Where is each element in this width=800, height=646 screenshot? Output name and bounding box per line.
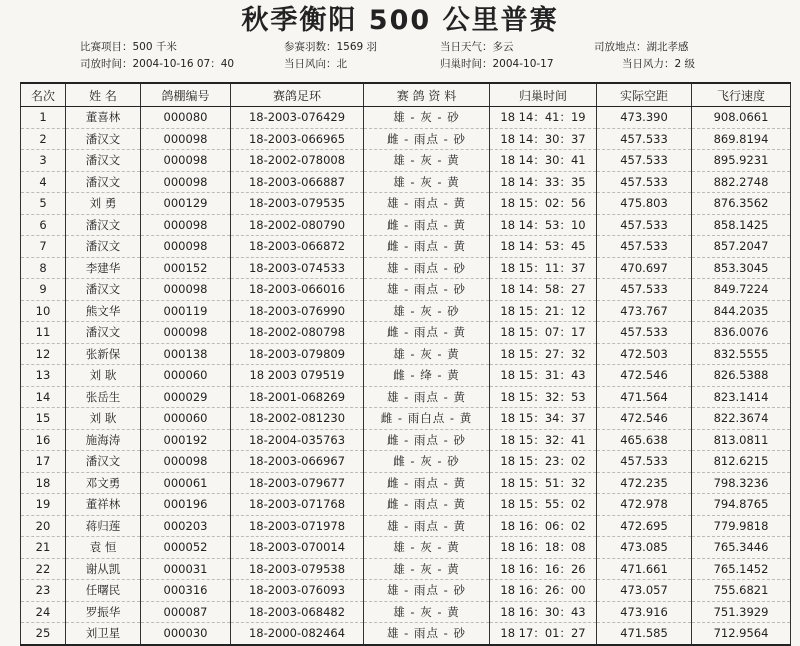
rank-cell: 19 (21, 494, 66, 516)
ring-cell: 18-2003-066872 (231, 236, 364, 258)
header-name: 姓 名 (66, 83, 141, 107)
rank-cell: 21 (21, 537, 66, 559)
distance-cell: 472.978 (597, 494, 692, 516)
return-time-cell: 18 15：11：37 (490, 257, 597, 279)
name-cell: 刘 耿 (66, 365, 141, 387)
distance-cell: 473.767 (597, 300, 692, 322)
name-cell: 李建华 (66, 257, 141, 279)
return-time-cell: 18 14：41：19 (490, 107, 597, 129)
results-table (20, 82, 791, 646)
distance-cell: 472.235 (597, 472, 692, 494)
meta-entries: 参赛羽数：1569 羽 (284, 41, 378, 53)
distance-cell: 470.697 (597, 257, 692, 279)
loft-id-cell: 000316 (141, 580, 231, 602)
name-cell: 潘汉文 (66, 150, 141, 172)
rank-cell: 18 (21, 472, 66, 494)
return-time-cell: 18 15：07：17 (490, 322, 597, 344)
rank-cell: 15 (21, 408, 66, 430)
table-row (21, 623, 791, 645)
table-row (21, 472, 791, 494)
table-row (21, 386, 791, 408)
ring-cell: 18-2002-078008 (231, 150, 364, 172)
loft-id-cell: 000196 (141, 494, 231, 516)
table-row (21, 451, 791, 473)
rank-cell: 24 (21, 601, 66, 623)
distance-cell: 473.057 (597, 580, 692, 602)
rank-cell: 25 (21, 623, 66, 645)
rank-cell: 7 (21, 236, 66, 258)
speed-cell: 895.9231 (692, 150, 791, 172)
distance-cell: 457.533 (597, 236, 692, 258)
rank-cell: 11 (21, 322, 66, 344)
meta-weather: 当日天气：多云 (440, 41, 514, 53)
rank-cell: 10 (21, 300, 66, 322)
pigeon-info-cell: 雄 - 雨点 - 黄 (364, 515, 490, 537)
table-row (21, 300, 791, 322)
table-row (21, 236, 791, 258)
header-pigeon-info: 赛 鸽 资 料 (364, 83, 490, 107)
pigeon-info-cell: 雄 - 灰 - 黄 (364, 171, 490, 193)
pigeon-info-cell: 雄 - 灰 - 砂 (364, 107, 490, 129)
speed-cell: 908.0661 (692, 107, 791, 129)
ring-cell: 18-2000-082464 (231, 623, 364, 645)
meta-wind-direction: 当日风向：北 (284, 58, 347, 70)
ring-cell: 18-2003-076429 (231, 107, 364, 129)
return-time-cell: 18 15：55：02 (490, 494, 597, 516)
name-cell: 袁 恒 (66, 537, 141, 559)
return-time-cell: 18 16：30：43 (490, 601, 597, 623)
rank-cell: 20 (21, 515, 66, 537)
distance-cell: 472.546 (597, 408, 692, 430)
ring-cell: 18-2003-076990 (231, 300, 364, 322)
header-speed: 飞行速度 (692, 83, 791, 107)
pigeon-info-cell: 雄 - 雨点 - 砂 (364, 257, 490, 279)
return-time-cell: 18 15：32：53 (490, 386, 597, 408)
return-time-cell: 18 14：30：41 (490, 150, 597, 172)
pigeon-info-cell: 雌 - 绛 - 黄 (364, 365, 490, 387)
speed-cell: 823.1414 (692, 386, 791, 408)
distance-cell: 457.533 (597, 322, 692, 344)
loft-id-cell: 000060 (141, 365, 231, 387)
pigeon-info-cell: 雄 - 灰 - 黄 (364, 150, 490, 172)
pigeon-info-cell: 雌 - 雨点 - 砂 (364, 429, 490, 451)
return-time-cell: 18 15：34：37 (490, 408, 597, 430)
name-cell: 潘汉文 (66, 451, 141, 473)
name-cell: 任曙民 (66, 580, 141, 602)
loft-id-cell: 000098 (141, 322, 231, 344)
distance-cell: 472.546 (597, 365, 692, 387)
ring-cell: 18-2003-071978 (231, 515, 364, 537)
loft-id-cell: 000080 (141, 107, 231, 129)
return-time-cell: 18 15：32：41 (490, 429, 597, 451)
ring-cell: 18-2002-081230 (231, 408, 364, 430)
table-row (21, 494, 791, 516)
table-row (21, 408, 791, 430)
ring-cell: 18-2003-079535 (231, 193, 364, 215)
table-header-row (21, 83, 791, 107)
return-time-cell: 18 15：23：02 (490, 451, 597, 473)
ring-cell: 18-2003-079809 (231, 343, 364, 365)
table-row (21, 537, 791, 559)
name-cell: 董祥林 (66, 494, 141, 516)
loft-id-cell: 000119 (141, 300, 231, 322)
return-time-cell: 18 15：02：56 (490, 193, 597, 215)
distance-cell: 472.695 (597, 515, 692, 537)
header-distance: 实际空距 (597, 83, 692, 107)
return-time-cell: 18 15：27：32 (490, 343, 597, 365)
rank-cell: 16 (21, 429, 66, 451)
speed-cell: 826.5388 (692, 365, 791, 387)
speed-cell: 858.1425 (692, 214, 791, 236)
table-row (21, 601, 791, 623)
return-time-cell: 18 17：01：27 (490, 623, 597, 645)
speed-cell: 822.3674 (692, 408, 791, 430)
pigeon-info-cell: 雄 - 雨点 - 砂 (364, 580, 490, 602)
rank-cell: 14 (21, 386, 66, 408)
return-time-cell: 18 14：53：10 (490, 214, 597, 236)
pigeon-info-cell: 雄 - 雨点 - 黄 (364, 193, 490, 215)
name-cell: 熊文华 (66, 300, 141, 322)
pigeon-info-cell: 雌 - 雨点 - 黄 (364, 322, 490, 344)
pigeon-info-cell: 雄 - 雨点 - 黄 (364, 386, 490, 408)
return-time-cell: 18 15：21：12 (490, 300, 597, 322)
page-title: 秋季衡阳 500 公里普赛 (241, 5, 559, 36)
speed-cell: 812.6215 (692, 451, 791, 473)
ring-cell: 18-2003-068482 (231, 601, 364, 623)
loft-id-cell: 000129 (141, 193, 231, 215)
header-rank: 名次 (21, 83, 66, 107)
table-row (21, 128, 791, 150)
distance-cell: 457.533 (597, 128, 692, 150)
header-loft-id: 鸽棚编号 (141, 83, 231, 107)
pigeon-info-cell: 雄 - 灰 - 黄 (364, 537, 490, 559)
header-return-time: 归巢时间 (490, 83, 597, 107)
pigeon-info-cell: 雌 - 雨点 - 砂 (364, 128, 490, 150)
rank-cell: 3 (21, 150, 66, 172)
meta-return-date: 归巢时间：2004-10-17 (440, 58, 554, 70)
name-cell: 潘汉文 (66, 214, 141, 236)
return-time-cell: 18 15：51：32 (490, 472, 597, 494)
ring-cell: 18-2003-079677 (231, 472, 364, 494)
table-row (21, 322, 791, 344)
pigeon-info-cell: 雄 - 雨点 - 砂 (364, 279, 490, 301)
speed-cell: 869.8194 (692, 128, 791, 150)
rank-cell: 5 (21, 193, 66, 215)
return-time-cell: 18 14：58：27 (490, 279, 597, 301)
meta-release-time: 司放时间：2004-10-16 07：40 (80, 58, 235, 70)
loft-id-cell: 000192 (141, 429, 231, 451)
ring-cell: 18 2003 079519 (231, 365, 364, 387)
name-cell: 潘汉文 (66, 171, 141, 193)
name-cell: 潘汉文 (66, 279, 141, 301)
speed-cell: 876.3562 (692, 193, 791, 215)
speed-cell: 765.1452 (692, 558, 791, 580)
name-cell: 刘卫星 (66, 623, 141, 645)
name-cell: 张新保 (66, 343, 141, 365)
loft-id-cell: 000098 (141, 451, 231, 473)
speed-cell: 836.0076 (692, 322, 791, 344)
distance-cell: 473.916 (597, 601, 692, 623)
loft-id-cell: 000098 (141, 128, 231, 150)
table-row (21, 279, 791, 301)
name-cell: 刘 耿 (66, 408, 141, 430)
meta-distance: 比赛项目：500 千米 (80, 41, 177, 53)
distance-cell: 457.533 (597, 171, 692, 193)
speed-cell: 712.9564 (692, 623, 791, 645)
table-row (21, 257, 791, 279)
distance-cell: 457.533 (597, 150, 692, 172)
loft-id-cell: 000098 (141, 171, 231, 193)
name-cell: 潘汉文 (66, 128, 141, 150)
pigeon-info-cell: 雌 - 雨点 - 黄 (364, 472, 490, 494)
distance-cell: 465.638 (597, 429, 692, 451)
speed-cell: 751.3929 (692, 601, 791, 623)
name-cell: 张岳生 (66, 386, 141, 408)
pigeon-info-cell: 雄 - 灰 - 黄 (364, 343, 490, 365)
rank-cell: 2 (21, 128, 66, 150)
rank-cell: 1 (21, 107, 66, 129)
distance-cell: 457.533 (597, 214, 692, 236)
speed-cell: 813.0811 (692, 429, 791, 451)
table-row (21, 429, 791, 451)
loft-id-cell: 000087 (141, 601, 231, 623)
speed-cell: 779.9818 (692, 515, 791, 537)
distance-cell: 471.564 (597, 386, 692, 408)
ring-cell: 18-2003-076093 (231, 580, 364, 602)
loft-id-cell: 000098 (141, 236, 231, 258)
table-row (21, 107, 791, 129)
loft-id-cell: 000098 (141, 150, 231, 172)
distance-cell: 475.803 (597, 193, 692, 215)
return-time-cell: 18 14：33：35 (490, 171, 597, 193)
ring-cell: 18-2002-080798 (231, 322, 364, 344)
return-time-cell: 18 14：30：37 (490, 128, 597, 150)
distance-cell: 471.661 (597, 558, 692, 580)
table-row (21, 558, 791, 580)
loft-id-cell: 000152 (141, 257, 231, 279)
rank-cell: 8 (21, 257, 66, 279)
rank-cell: 4 (21, 171, 66, 193)
name-cell: 谢从凯 (66, 558, 141, 580)
ring-cell: 18-2003-066965 (231, 128, 364, 150)
name-cell: 刘 勇 (66, 193, 141, 215)
ring-cell: 18-2003-066016 (231, 279, 364, 301)
pigeon-info-cell: 雌 - 雨点 - 黄 (364, 214, 490, 236)
distance-cell: 473.390 (597, 107, 692, 129)
speed-cell: 765.3446 (692, 537, 791, 559)
ring-cell: 18-2003-074533 (231, 257, 364, 279)
return-time-cell: 18 16：18：08 (490, 537, 597, 559)
speed-cell: 849.7224 (692, 279, 791, 301)
ring-cell: 18-2001-068269 (231, 386, 364, 408)
name-cell: 董喜林 (66, 107, 141, 129)
rank-cell: 22 (21, 558, 66, 580)
pigeon-info-cell: 雌 - 灰 - 砂 (364, 451, 490, 473)
table-row (21, 193, 791, 215)
meta-release-site: 司放地点：湖北孝感 (594, 41, 689, 53)
pigeon-info-cell: 雄 - 雨点 - 砂 (364, 623, 490, 645)
speed-cell: 853.3045 (692, 257, 791, 279)
rank-cell: 6 (21, 214, 66, 236)
pigeon-info-cell: 雌 - 雨点 - 黄 (364, 494, 490, 516)
loft-id-cell: 000203 (141, 515, 231, 537)
table-row (21, 171, 791, 193)
speed-cell: 857.2047 (692, 236, 791, 258)
table-row (21, 343, 791, 365)
pigeon-info-cell: 雄 - 灰 - 砂 (364, 300, 490, 322)
return-time-cell: 18 16：16：26 (490, 558, 597, 580)
rank-cell: 23 (21, 580, 66, 602)
loft-id-cell: 000138 (141, 343, 231, 365)
ring-cell: 18-2004-035763 (231, 429, 364, 451)
name-cell: 蒋归莲 (66, 515, 141, 537)
table-row (21, 214, 791, 236)
table-row (21, 365, 791, 387)
return-time-cell: 18 16：26：00 (490, 580, 597, 602)
table-row (21, 515, 791, 537)
ring-cell: 18-2003-066967 (231, 451, 364, 473)
loft-id-cell: 000098 (141, 214, 231, 236)
return-time-cell: 18 14：53：45 (490, 236, 597, 258)
loft-id-cell: 000029 (141, 386, 231, 408)
distance-cell: 473.085 (597, 537, 692, 559)
distance-cell: 471.585 (597, 623, 692, 645)
pigeon-info-cell: 雌 - 雨白点 - 黄 (364, 408, 490, 430)
speed-cell: 844.2035 (692, 300, 791, 322)
distance-cell: 472.503 (597, 343, 692, 365)
loft-id-cell: 000098 (141, 279, 231, 301)
rank-cell: 12 (21, 343, 66, 365)
rank-cell: 13 (21, 365, 66, 387)
ring-cell: 18-2003-071768 (231, 494, 364, 516)
name-cell: 潘汉文 (66, 236, 141, 258)
loft-id-cell: 000031 (141, 558, 231, 580)
rank-cell: 9 (21, 279, 66, 301)
speed-cell: 798.3236 (692, 472, 791, 494)
speed-cell: 755.6821 (692, 580, 791, 602)
name-cell: 潘汉文 (66, 322, 141, 344)
ring-cell: 18-2002-080790 (231, 214, 364, 236)
speed-cell: 832.5555 (692, 343, 791, 365)
table-row (21, 150, 791, 172)
speed-cell: 794.8765 (692, 494, 791, 516)
distance-cell: 457.533 (597, 451, 692, 473)
name-cell: 施海涛 (66, 429, 141, 451)
pigeon-info-cell: 雄 - 灰 - 黄 (364, 558, 490, 580)
pigeon-info-cell: 雌 - 雨点 - 黄 (364, 236, 490, 258)
ring-cell: 18-2003-066887 (231, 171, 364, 193)
ring-cell: 18-2003-079538 (231, 558, 364, 580)
pigeon-info-cell: 雄 - 灰 - 黄 (364, 601, 490, 623)
name-cell: 邓文勇 (66, 472, 141, 494)
loft-id-cell: 000030 (141, 623, 231, 645)
header-ring: 赛鸽足环 (231, 83, 364, 107)
speed-cell: 882.2748 (692, 171, 791, 193)
distance-cell: 457.533 (597, 279, 692, 301)
rank-cell: 17 (21, 451, 66, 473)
name-cell: 罗振华 (66, 601, 141, 623)
loft-id-cell: 000052 (141, 537, 231, 559)
return-time-cell: 18 15：31：43 (490, 365, 597, 387)
meta-wind-force: 当日风力：2 级 (622, 58, 696, 70)
table-row (21, 580, 791, 602)
ring-cell: 18-2003-070014 (231, 537, 364, 559)
loft-id-cell: 000061 (141, 472, 231, 494)
return-time-cell: 18 16：06：02 (490, 515, 597, 537)
loft-id-cell: 000060 (141, 408, 231, 430)
